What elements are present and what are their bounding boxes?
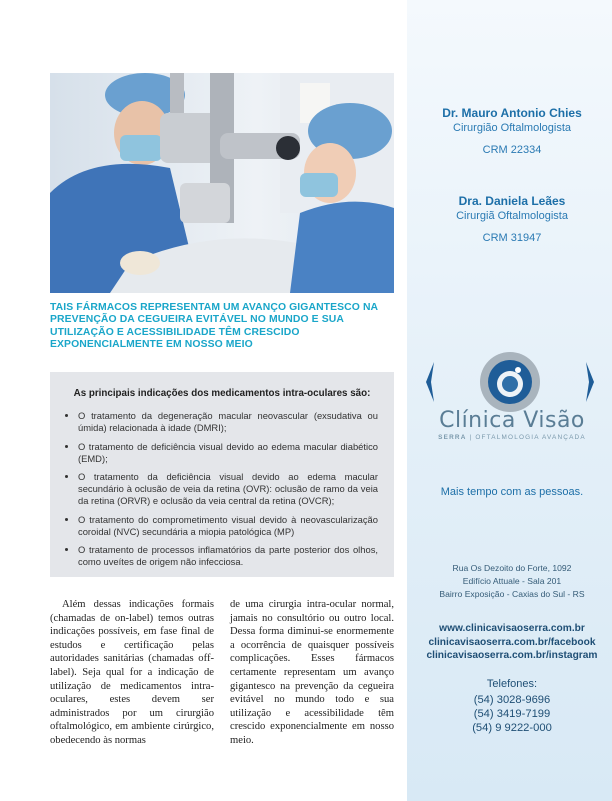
doctor-crm: CRM 31947 bbox=[482, 232, 542, 244]
brand-sub-right: OFTALMOLOGIA AVANÇADA bbox=[475, 434, 586, 441]
doctor-crm: CRM 22334 bbox=[482, 144, 542, 156]
list-item: • O tratamento de deficiência visual devido ao edema macular diabético (EMD); bbox=[78, 441, 378, 465]
doctor-1 bbox=[412, 106, 612, 158]
instagram-link[interactable]: clinicavisaoserra.com.br/instagram bbox=[426, 650, 598, 661]
list-item: • O tratamento da degeneração macular neovascular (exsudativa ou úmida) relacionada à idade (DMRI); bbox=[78, 410, 378, 434]
phone-number: (54) 9 9222-000 bbox=[472, 722, 552, 734]
brand-subtitle bbox=[412, 434, 612, 441]
doctor-title: Cirurgiã Oftalmologista bbox=[456, 210, 568, 222]
right-chevron-icon bbox=[586, 362, 594, 402]
left-chevron-icon bbox=[426, 362, 434, 402]
phone-number: (54) 3419-7199 bbox=[473, 708, 551, 720]
body-column-2: de uma cirurgia intra-ocular normal, jamais no consultório ou outro local. Dessa forma diminui-se enormemente a ocorrência de quaisquer possíveis complicações. Esses fármacos certamente representam um avanço gigantesco na prevenção da cegueira evitável no mundo todo e sua utilização e acessibilidade têm crescido exponencialmente em nosso meio. bbox=[230, 599, 394, 746]
phones bbox=[412, 678, 612, 735]
address-line: Bairro Exposição - Caxias do Sul - RS bbox=[439, 589, 585, 599]
doctor-2 bbox=[412, 194, 612, 246]
address-line: Rua Os Dezoito do Forte, 1092 bbox=[452, 563, 572, 573]
facebook-link[interactable]: clinicavisaoserra.com.br/facebook bbox=[428, 636, 596, 648]
brand-name: Clínica Visão bbox=[439, 408, 585, 433]
list-item: • O tratamento do comprometimento visual devido à neovascularização coroidal (NVC) secundária a miopia patológica (MP) bbox=[78, 514, 378, 538]
indications-title: As principais indicações dos medicamentos intra-oculares são: bbox=[73, 388, 371, 399]
doctor-name: Dr. Mauro Antonio Chies bbox=[442, 106, 582, 120]
indications-box bbox=[50, 372, 394, 577]
surgery-photo bbox=[50, 73, 394, 293]
web-links bbox=[412, 622, 612, 663]
doctor-name: Dra. Daniela Leães bbox=[458, 194, 566, 208]
address-line: Edifício Attuale - Sala 201 bbox=[462, 576, 562, 586]
brand-sub-left: SERRA bbox=[438, 434, 467, 441]
address bbox=[412, 562, 612, 601]
list-item: • O tratamento de processos inflamatórios da parte posterior dos olhos, como uveítes de origem não infecciosa. bbox=[78, 544, 378, 568]
website-link[interactable]: www.clinicavisaoserra.com.br bbox=[439, 623, 585, 634]
list-item: • O tratamento da deficiência visual devido ao edema macular secundário à oclusão de veia da retina (OVR): oclusão de ramo da veia da retina (ORVR) e oclusão da veia central da retina (OVCR); bbox=[78, 471, 378, 508]
brand-block bbox=[412, 408, 612, 441]
phone-number: (54) 3028-9696 bbox=[473, 694, 551, 706]
tagline: Mais tempo com as pessoas. bbox=[440, 486, 584, 498]
doctor-title: Cirurgião Oftalmologista bbox=[453, 122, 571, 134]
body-column-1: Além dessas indicações formais (chamadas de on-label) temos outras indicações possíveis, em fase final de estudos e certificação pelas autoridades sanitárias (chamadas off-label). Seja qual for a indicação de utilização de medicamentos intra-oculares, estes devem ser administrados por um cirurgião oftalmológico, em ambiente cirúrgico, obedecendo às normas bbox=[50, 599, 214, 746]
brand-sub-divider: | bbox=[469, 434, 473, 441]
headline: TAIS FÁRMACOS REPRESENTAM UM AVANÇO GIGANTESCO NA PREVENÇÃO DA CEGUEIRA EVITÁVEL NO MUNDO E SUA UTILIZAÇÃO E ACESSIBILIDADE TÊM CRESCIDO EXPONENCIALMENTE EM NOSSO MEIO bbox=[50, 302, 378, 351]
indications-list bbox=[66, 410, 378, 568]
phones-label: Telefones: bbox=[486, 678, 538, 690]
